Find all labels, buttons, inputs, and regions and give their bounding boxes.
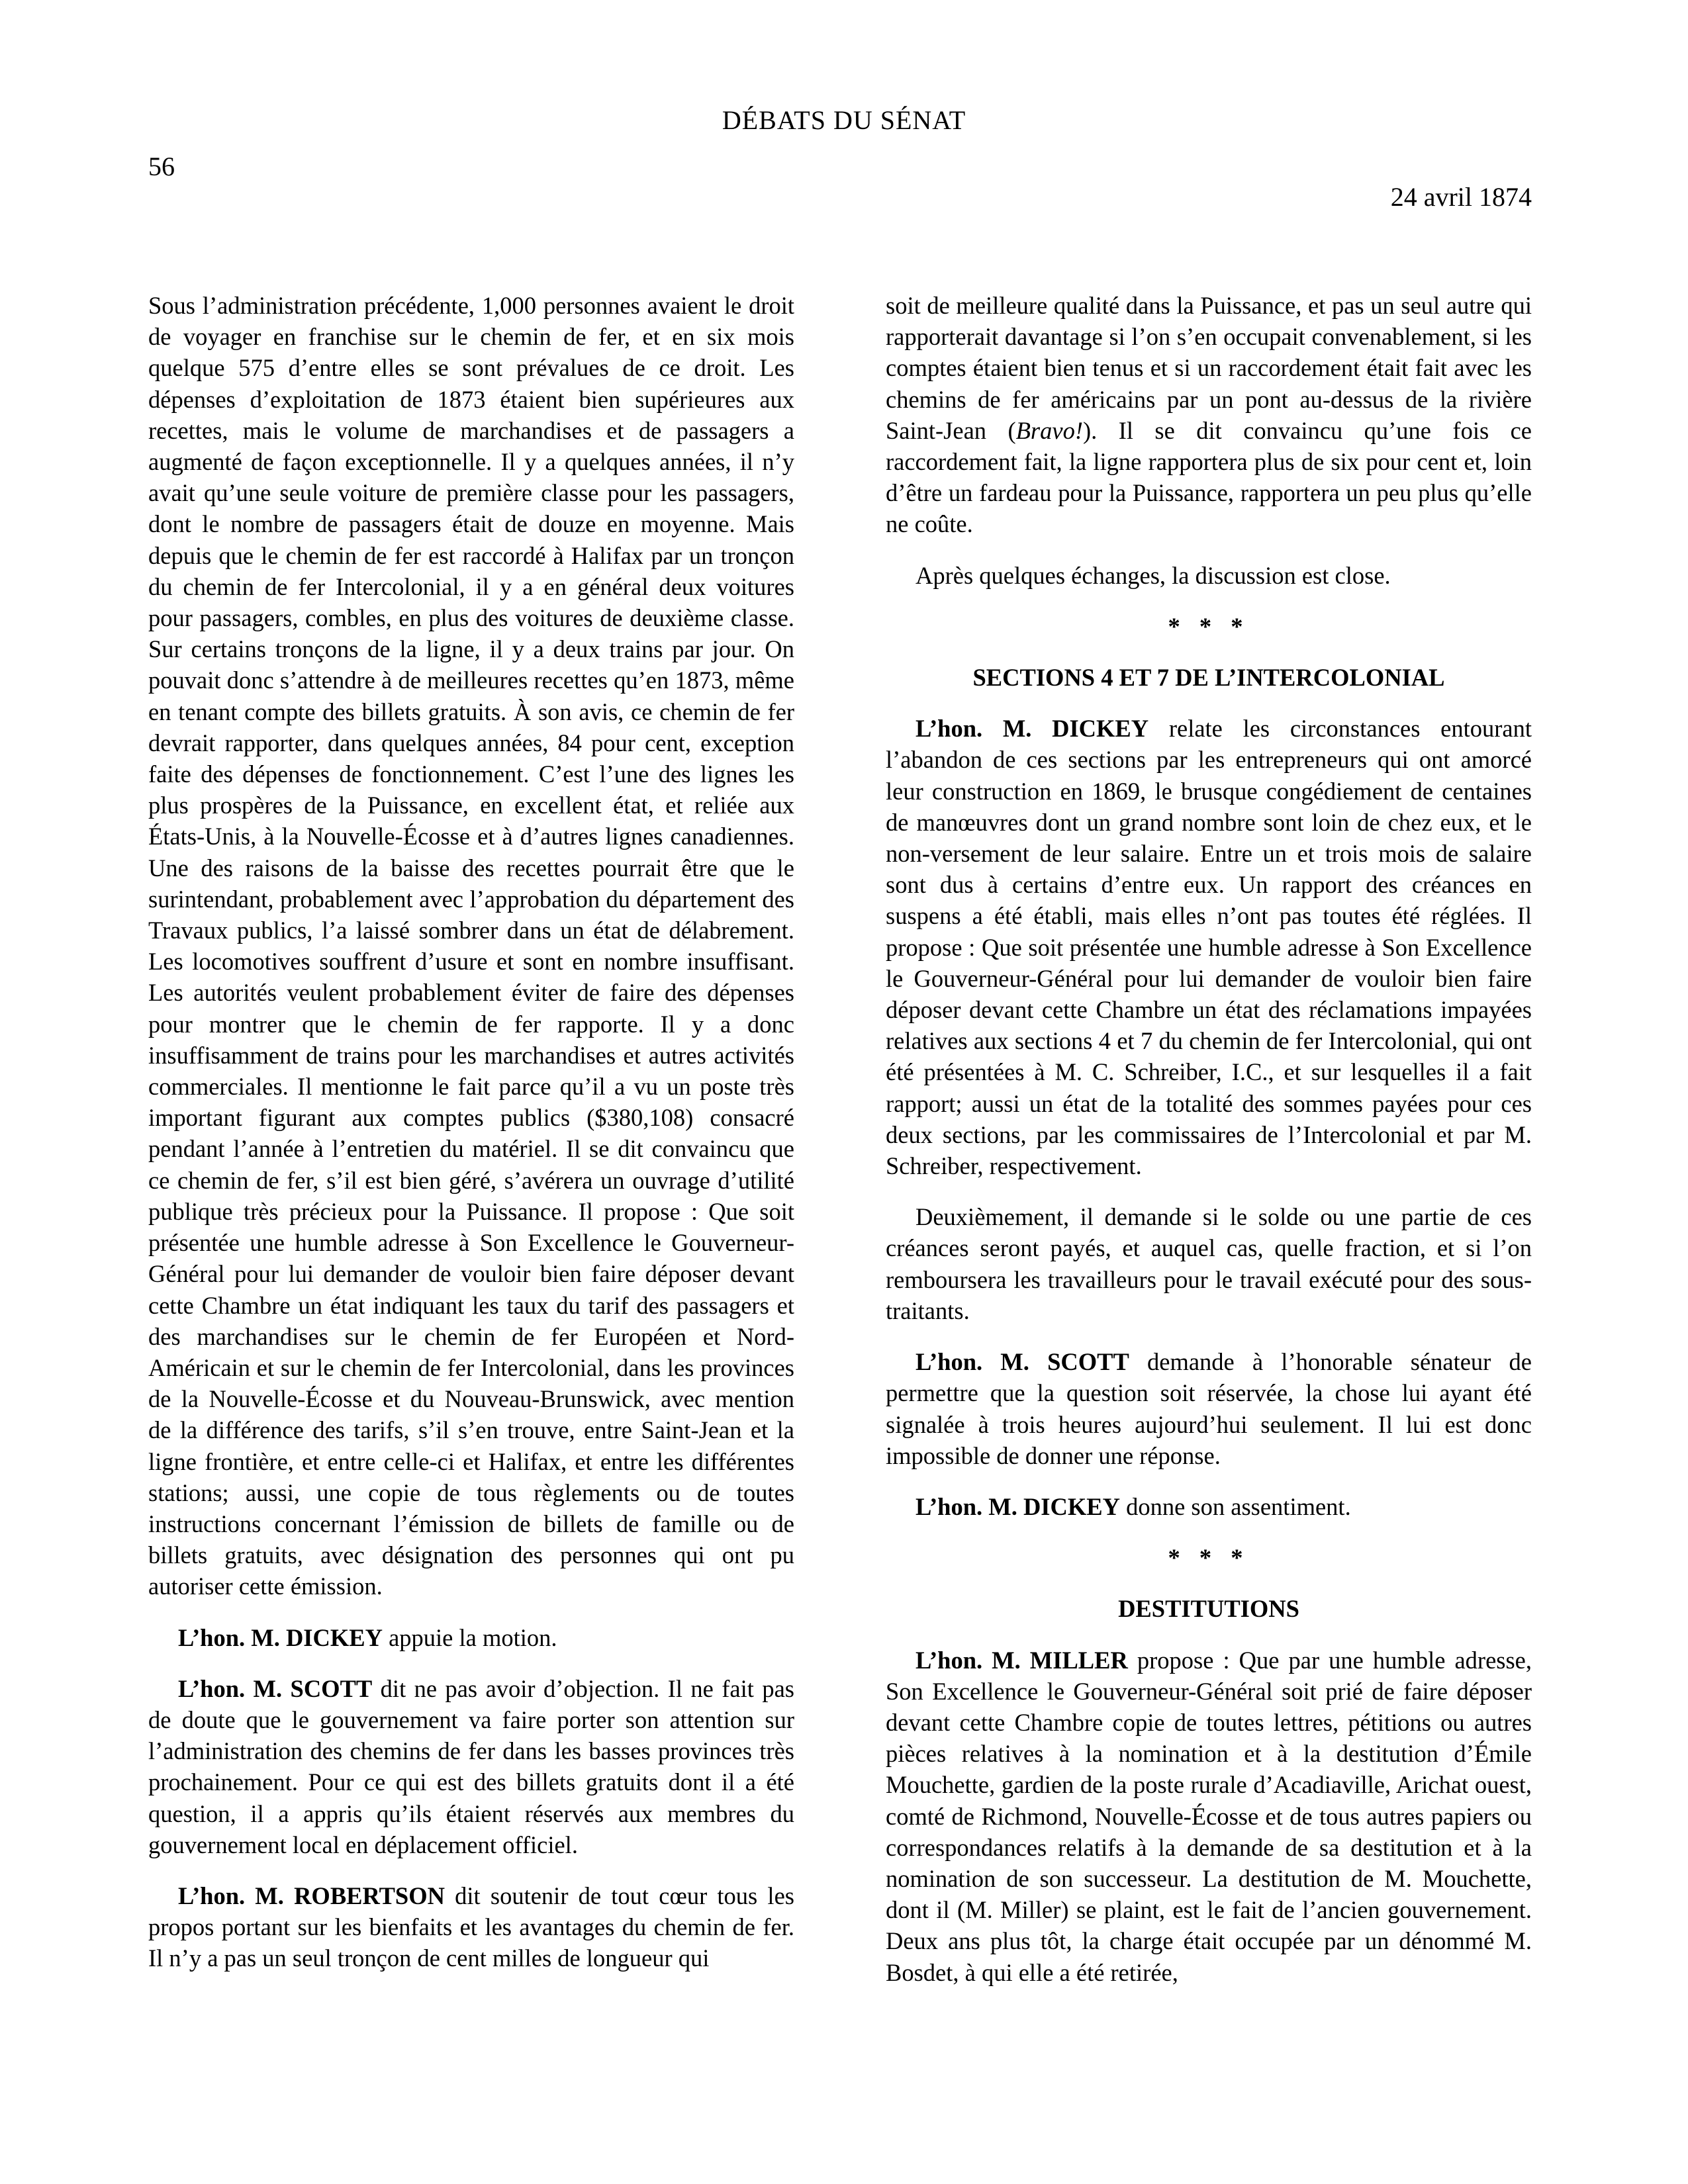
left-column bbox=[148, 290, 794, 1994]
paragraph bbox=[886, 1346, 1532, 1471]
speaker-name: L’hon. M. MILLER bbox=[915, 1646, 1128, 1674]
speaker-name: L’hon. M. ROBERTSON bbox=[178, 1882, 445, 1909]
speaker-name: L’hon. M. DICKEY bbox=[915, 1492, 1120, 1520]
page-date: 24 avril 1874 bbox=[1390, 182, 1532, 212]
speech-text: donne son assentiment. bbox=[1119, 1492, 1351, 1520]
speech-text: appuie la motion. bbox=[382, 1623, 557, 1651]
right-column bbox=[886, 290, 1532, 2008]
speaker-name: L’hon. M. DICKEY bbox=[915, 715, 1149, 743]
speaker-name: L’hon. M. SCOTT bbox=[915, 1348, 1129, 1376]
page-number: 56 bbox=[148, 152, 175, 181]
paragraph bbox=[886, 713, 1532, 1181]
speech-text: propose : Que par une humble adresse, Son Excellence le Gouverneur-Général soit prié de faire déposer devant cette Chambre copie de toutes lettres, pétitions ou autres pièces relatives à la nomination et à la destitution d’Émile Mouchette, gardien de la poste rurale d’Acadiaville, Arichat ouest, comté de Richmond, Nouvelle-Écosse et de tous autres papiers ou correspondances relatifs à la demande de sa destitution et à la nomination de son successeur. La destitution de M. Mouchette, dont il (M. Miller) se plaint, est le fait de l’ancien gouvernement. Deux ans plus tôt, la charge était occupée par un dénommé M. Bosdet, à qui elle a été retirée, bbox=[886, 1646, 1532, 1986]
interjection: Bravo! bbox=[1015, 416, 1083, 444]
paragraph bbox=[148, 1880, 794, 1974]
speech-text: relate les circonstances entourant l’abandon de ces sections par les entrepreneurs qui ont amorcé leur construction en 1869, le brusque congédiement de centaines de manœuvres dont un grand nombre sont loin de chez eux, et le non-versement de leur salaire. Entre un et trois mois de salaire sont dus à certains d’entre eux. Un rapport des créances en suspens a été établi, mais elles n’ont pas toutes été réglées. Il propose : Que soit présentée une humble adresse à Son Excellence le Gouverneur-Général pour lui demander de vouloir bien faire déposer devant cette Chambre un état des réclamations impayées relatives aux sections 4 et 7 du chemin de fer Intercolonial, qui ont été présentées à M. C. Schreiber, I.C., et sur lesquelles il a fait rapport; aussi un état de la totalité des sommes payées pour ces deux sections, par les commissaires de l’Intercolonial et par M. Schreiber, respectivement. bbox=[886, 715, 1532, 1180]
paragraph: Après quelques échanges, la discussion est close. bbox=[915, 561, 1391, 589]
section-heading: SECTIONS 4 ET 7 DE L’INTERCOLONIAL bbox=[972, 664, 1445, 692]
paragraph bbox=[886, 1491, 1532, 1522]
paragraph bbox=[148, 1622, 794, 1653]
speech-text: demande à l’honorable sénateur de permettre que la question soit réservée, la chose lui ayant été signalée à trois heures aujourd’hui seulement. Il lui est donc impossible de donner une réponse. bbox=[886, 1348, 1532, 1469]
running-title: DÉBATS DU SÉNAT bbox=[722, 105, 966, 135]
paragraph: Deuxièmement, il demande si le solde ou une partie de ces créances seront payés, et auquel cas, quelle fraction, et si l’on remboursera les travailleurs pour le travail exécuté pour des sous-traitants. bbox=[886, 1203, 1532, 1324]
speech-text: dit soutenir de tout cœur tous les propos portant sur les bienfaits et les avantages du chemin de fer. Il n’y a pas un seul tronçon de cent milles de longueur qui bbox=[148, 1882, 794, 1972]
speech-text: dit ne pas avoir d’objection. Il ne fait pas de doute que le gouvernement va faire porter son attention sur l’administration des chemins de fer dans les basses provinces très prochainement. Pour ce qui est des billets gratuits dont il a été question, il a appris qu’ils étaient réservés aux membres du gouvernement local en déplacement officiel. bbox=[148, 1674, 794, 1858]
paragraph bbox=[148, 1673, 794, 1860]
paragraph bbox=[886, 290, 1532, 540]
paragraph bbox=[886, 1645, 1532, 1988]
speech-text: soit de meilleure qualité dans la Puissance, et pas un seul autre qui rapporterait davantage si l’on s’en occupait convenablement, si les comptes étaient bien tenus et si un raccordement était fait avec les chemins de fer américains par un pont au-dessus de la rivière Saint-Jean ( bbox=[886, 292, 1532, 444]
section-separator: * * * bbox=[1168, 612, 1250, 640]
speech-text: ). Il se dit convaincu qu’une fois ce raccordement fait, la ligne rapportera plus de six pour cent et, loin d’être un fardeau pour la Puissance, rapportera un peu plus qu’elle ne coûte. bbox=[886, 416, 1532, 538]
section-heading: DESTITUTIONS bbox=[1118, 1595, 1299, 1623]
speaker-name: L’hon. M. DICKEY bbox=[178, 1623, 383, 1651]
section-separator: * * * bbox=[1168, 1544, 1250, 1572]
speaker-name: L’hon. M. SCOTT bbox=[178, 1674, 373, 1702]
paragraph: Sous l’administration précédente, 1,000 personnes avaient le droit de voyager en franchise sur le chemin de fer, et en six mois quelque 575 d’entre elles se sont prévalues de ce droit. Les dépenses d’exploitation de 1873 étaient bien supérieures aux recettes, mais le volume de marchandises et de passagers a augmenté de façon exceptionnelle. Il y a quelques années, il n’y avait qu’une seule voiture de première classe pour les passagers, dont le nombre de passagers était de douze en moyenne. Mais depuis que le chemin de fer est raccordé à Halifax par un tronçon du chemin de fer Intercolonial, il y a en général deux voitures pour passagers, combles, en plus des voitures de deuxième classe. Sur certains tronçons de la ligne, il y a deux trains par jour. On pouvait donc s’attendre à de meilleures recettes qu’en 1873, même en tenant compte des billets gratuits. À son avis, ce chemin de fer devrait rapporter, dans quelques années, 84 pour cent, exception faite des dépenses de fonctionnement. C’est l’une des lignes les plus prospères de la Puissance, en excellent état, et reliée aux États-Unis, à la Nouvelle-Écosse et à d’autres lignes canadiennes. Une des raisons de la baisse des recettes pourrait être que le surintendant, probablement avec l’approbation du département des Travaux publics, l’a laissé sombrer dans un état de délabrement. Les locomotives souffrent d’usure et sont en nombre insuffisant. Les autorités veulent probablement éviter de faire des dépenses pour montrer que le chemin de fer rapporte. Il y a donc insuffisamment de trains pour les marchandises et autres activités commerciales. Il mentionne le fait parce qu’il a vu un poste très important figurant aux comptes publics ($380,108) consacré pendant l’année à l’entretien du matériel. Il se dit convaincu que ce chemin de fer, s’il est bien géré, s’avérera un ouvrage d’utilité publique très précieux pour la Puissance. Il propose : Que soit présentée une humble adresse à Son Excellence le Gouverneur-Général pour lui demander de vouloir bien faire déposer devant cette Chambre un état indiquant les taux du tarif des passagers et des marchandises sur le chemin de fer Européen et Nord-Américain et sur le chemin de fer Intercolonial, dans les provinces de la Nouvelle-Écosse et du Nouveau-Brunswick, avec mention de la différence des tarifs, s’il s’en trouve, entre Saint-Jean et la ligne frontière, et entre celle-ci et Halifax, et entre les différentes stations; aussi, une copie de tous règlements ou de toutes instructions concernant l’émission de billets de famille ou de billets gratuits, avec désignation des personnes qui ont pu autoriser cette émission. bbox=[148, 292, 794, 1600]
